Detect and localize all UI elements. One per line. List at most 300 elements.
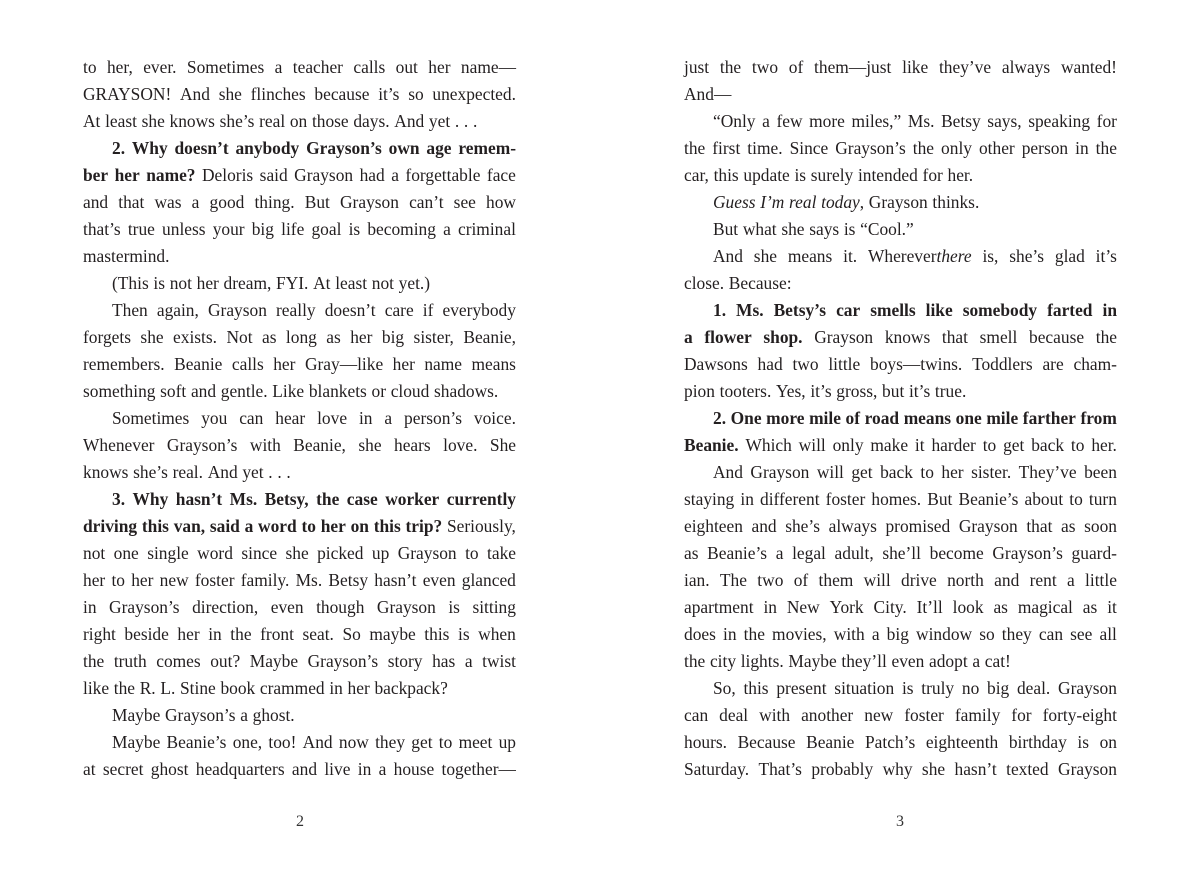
left-page-text (83, 54, 516, 783)
word: means (903, 408, 952, 428)
word: this (713, 165, 739, 185)
word: to (83, 57, 97, 77)
word: picked (317, 543, 364, 563)
word: a (391, 165, 399, 185)
word: because (1029, 327, 1085, 347)
word: in (358, 408, 373, 428)
word: really (276, 300, 316, 320)
text-line (684, 621, 1117, 648)
word: them (818, 570, 854, 590)
word: life (281, 219, 305, 239)
text-line (83, 189, 516, 216)
word: anybody (235, 138, 300, 158)
word: boys—twins. (870, 354, 963, 374)
word: her (177, 624, 200, 644)
word: long (285, 327, 317, 347)
word: another (801, 705, 854, 725)
word: big (886, 624, 909, 644)
text-line (684, 513, 1117, 540)
word: different (760, 489, 820, 509)
word: It’ll (916, 597, 943, 617)
word: shadows. (434, 381, 499, 401)
word: soon (1084, 516, 1117, 536)
word: on (1099, 732, 1117, 752)
word: you (201, 408, 228, 428)
word: But (927, 489, 953, 509)
word: trip? (405, 516, 443, 536)
text-line (83, 567, 516, 594)
text-line (684, 270, 1117, 297)
text-line (83, 675, 516, 702)
word: she (753, 246, 777, 266)
word: time. (747, 138, 783, 158)
word: Grayson (207, 300, 267, 320)
word: family (954, 705, 1001, 725)
text-line (83, 378, 516, 405)
word: only (832, 435, 864, 455)
word: movies, (772, 624, 827, 644)
word: lights. (740, 651, 784, 671)
word: So, (713, 678, 736, 698)
word: word (258, 516, 297, 536)
word: hear (275, 408, 306, 428)
word: a (274, 57, 283, 77)
text-line (684, 297, 1117, 324)
word: two (757, 570, 784, 590)
word: and (291, 759, 318, 779)
word: even (891, 651, 925, 671)
word: two (751, 57, 779, 77)
text-line (684, 432, 1117, 459)
word: tooters. (719, 381, 772, 401)
word: she (921, 759, 946, 779)
word: of (845, 408, 861, 428)
word: knows (83, 462, 129, 482)
word: Grayson (814, 327, 874, 347)
word: Grayson (340, 192, 399, 212)
word: means (787, 246, 833, 266)
word: car (836, 300, 861, 320)
word: about (1024, 489, 1064, 509)
word: has (432, 651, 456, 671)
word: mile (809, 408, 841, 428)
word: there (936, 246, 972, 266)
word: to (465, 543, 479, 563)
word: own (388, 138, 420, 158)
word: is (794, 165, 807, 185)
word: real (259, 111, 286, 131)
word: ian. (684, 570, 710, 590)
word: Seriously, (446, 516, 516, 536)
word: road (864, 408, 900, 428)
word: to (1069, 489, 1083, 509)
word: At (83, 111, 101, 131)
word: one (113, 543, 139, 563)
word: adopt (929, 651, 968, 671)
word: present (776, 678, 827, 698)
word: car, (684, 165, 709, 185)
word: dream, (223, 273, 272, 293)
word: Betsy (328, 570, 369, 590)
word: But (713, 219, 739, 239)
word: So (342, 624, 361, 644)
word: make (870, 435, 909, 455)
word: a (871, 624, 880, 644)
word: is (448, 597, 460, 617)
word: the (912, 138, 935, 158)
word: thing. (254, 192, 295, 212)
word: And (302, 732, 333, 752)
word: Grayson’s (164, 705, 236, 725)
word: this (373, 516, 401, 536)
word: she’s (785, 516, 820, 536)
word: hasn’t (954, 759, 997, 779)
word: Then (112, 300, 148, 320)
word: New (786, 597, 820, 617)
word: see (453, 192, 476, 212)
word: ever. (143, 57, 177, 77)
word: to (301, 516, 316, 536)
word: right (83, 624, 116, 644)
word: big (381, 327, 405, 347)
word: gentle. (220, 381, 268, 401)
text-line (684, 108, 1117, 135)
word: when (478, 624, 516, 644)
word: live (324, 759, 351, 779)
word: more (766, 408, 805, 428)
word: become (929, 543, 984, 563)
word: , (859, 192, 865, 212)
word: wanted! (1060, 57, 1117, 77)
word: she (140, 327, 164, 347)
word: shop. (763, 327, 803, 347)
word: can (1038, 624, 1064, 644)
text-line (684, 162, 1117, 189)
word: Beanie, (463, 327, 516, 347)
word: beside (124, 624, 169, 644)
word: says, (987, 111, 1022, 131)
word: miles,” (851, 111, 902, 131)
word: . (268, 462, 273, 482)
word: hasn’t (175, 489, 223, 509)
word: not (169, 273, 192, 293)
word: little (1085, 570, 1117, 590)
word: Beanie, (293, 435, 346, 455)
word: Grayson (1058, 759, 1117, 779)
word: a (240, 705, 248, 725)
word: age (426, 138, 452, 158)
word: Sometimes (186, 57, 265, 77)
word: her (114, 165, 140, 185)
word: one, (232, 732, 263, 752)
word: can (239, 408, 264, 428)
word: Why (131, 138, 168, 158)
word: like (925, 300, 953, 320)
word: hasn’t (374, 570, 417, 590)
word: out? (210, 651, 241, 671)
word: currently (446, 489, 516, 509)
page-number-right: 3 (896, 813, 905, 830)
word: City. (873, 597, 907, 617)
word: forgets (83, 327, 131, 347)
word: Not (226, 327, 253, 347)
word: intended (857, 165, 918, 185)
word: everybody (442, 300, 516, 320)
word: she (141, 111, 165, 131)
word: they’ll (841, 651, 887, 671)
word: word (197, 543, 233, 563)
text-line (83, 297, 516, 324)
word: L. (160, 678, 176, 698)
word: thinks. (932, 192, 980, 212)
word: Whenever (83, 435, 155, 455)
word: love (317, 408, 348, 428)
word: meet (458, 732, 493, 752)
word: and (83, 192, 109, 212)
word: a (378, 759, 387, 779)
word: to (920, 462, 934, 482)
word: her (273, 354, 296, 374)
word: she (358, 435, 382, 455)
word: house (393, 759, 435, 779)
word: “Cool.” (860, 219, 914, 239)
word: she (781, 219, 805, 239)
text-line (684, 648, 1117, 675)
word (868, 243, 972, 270)
word: knows (884, 327, 931, 347)
word: 1. (713, 300, 727, 320)
word: seat. (302, 624, 334, 644)
word: magical (1017, 597, 1073, 617)
word: Guess (713, 192, 756, 212)
word: worker (385, 489, 440, 509)
word: the (684, 138, 706, 158)
word: She (489, 435, 516, 455)
word: The (719, 570, 747, 590)
word: foster (194, 570, 235, 590)
word: her. (947, 165, 974, 185)
word: Betsy, (264, 489, 309, 509)
word: north (947, 570, 984, 590)
word: I’m (760, 192, 785, 212)
word: more (809, 111, 845, 131)
text-line (83, 54, 516, 81)
text-line (83, 243, 516, 270)
word: true. (934, 381, 967, 401)
text-line (83, 270, 516, 297)
word: in (208, 624, 222, 644)
word: single (147, 543, 189, 563)
word: it’s (908, 381, 931, 401)
word: in (763, 597, 777, 617)
word: flinches (250, 84, 306, 104)
word: cloud (390, 381, 430, 401)
word: And (713, 462, 743, 482)
word: foster (904, 705, 944, 725)
word: unexpected. (432, 84, 516, 104)
word: means (471, 354, 516, 374)
word: name? (146, 165, 196, 185)
word: name (424, 354, 463, 374)
word: your (212, 219, 245, 239)
word: update (743, 165, 790, 185)
word: a (191, 192, 200, 212)
word: sitting (472, 597, 516, 617)
word: as (1082, 597, 1098, 617)
word: yet (242, 462, 264, 482)
text-line (684, 594, 1117, 621)
word: it (914, 435, 925, 455)
word: does (684, 624, 716, 644)
word: together— (441, 759, 516, 779)
word: York (829, 597, 864, 617)
word: with (249, 435, 281, 455)
word: soft (160, 381, 187, 401)
word: the (1095, 138, 1117, 158)
word: it’s (810, 381, 832, 401)
word: Dawsons (684, 354, 748, 374)
word: for (1011, 705, 1032, 725)
word: days. (353, 111, 390, 131)
word: front (260, 624, 294, 644)
word: remem- (458, 138, 516, 158)
text-line (684, 243, 1117, 270)
word: not (83, 543, 106, 563)
word: And (207, 462, 238, 482)
word: big (987, 678, 1010, 698)
text-line (684, 189, 1117, 216)
word: turn (1088, 489, 1117, 509)
word: Maybe (249, 651, 299, 671)
page-number-left: 2 (296, 813, 305, 830)
word: Beanie’s (958, 489, 1019, 509)
word: staying (684, 489, 735, 509)
word: pion (684, 381, 715, 401)
text-line (684, 756, 1117, 783)
word: hears (394, 435, 431, 455)
word: in (357, 759, 372, 779)
word: they’ve (938, 57, 992, 77)
word: on (350, 516, 369, 536)
word: always (828, 516, 877, 536)
word: Saturday. (684, 759, 750, 779)
word: forgettable (405, 165, 481, 185)
text-line (83, 540, 516, 567)
word: gross, (836, 381, 878, 401)
word: Sometimes (112, 408, 190, 428)
word: that (118, 192, 145, 212)
word: the (684, 651, 706, 671)
word: her (941, 462, 964, 482)
word: a (244, 516, 254, 536)
word: the (1095, 327, 1117, 347)
word: family. (240, 570, 290, 590)
word: care (384, 300, 414, 320)
word: back (1031, 435, 1065, 455)
word: smells (870, 300, 916, 320)
text-line (684, 405, 1117, 432)
word: Betsy (941, 111, 981, 131)
word: Wherever (867, 246, 937, 266)
word: apartment (684, 597, 754, 617)
word: other (978, 138, 1015, 158)
word: and (994, 570, 1020, 590)
word: foster (825, 489, 866, 509)
word: will (798, 435, 826, 455)
word: today (821, 192, 860, 212)
word: becoming (367, 219, 436, 239)
word: One (730, 408, 762, 428)
word: will (863, 570, 891, 590)
word: That’s (758, 759, 802, 779)
word: Gray—like (304, 354, 384, 374)
word: in (740, 489, 754, 509)
word: back (880, 462, 913, 482)
word: a (464, 651, 473, 671)
text-line (83, 108, 516, 135)
word: she’s (133, 462, 168, 482)
text-line (684, 351, 1117, 378)
word: truly (921, 678, 955, 698)
word: case (346, 489, 378, 509)
word: as (993, 597, 1008, 617)
word: guard- (1071, 543, 1117, 563)
word: is (1077, 732, 1089, 752)
word: speaking (1028, 111, 1091, 131)
word: only (941, 138, 972, 158)
word: . (472, 111, 478, 131)
word: Patch’s (864, 732, 916, 752)
word: farther (1022, 408, 1076, 428)
word: them—just (814, 57, 892, 77)
word: unless (162, 219, 206, 239)
word: real (789, 192, 817, 212)
word: 3. (112, 489, 126, 509)
word: get (851, 462, 873, 482)
word: her (320, 516, 346, 536)
word: And— (684, 84, 732, 104)
word: her (83, 570, 106, 590)
word: driving (83, 516, 138, 536)
word: it. (843, 246, 858, 266)
word: even (270, 597, 304, 617)
word: a (775, 543, 784, 563)
word: is (348, 219, 361, 239)
word: the (743, 624, 765, 644)
word: why (882, 759, 913, 779)
word: few (776, 111, 803, 131)
text-line (83, 405, 516, 432)
text-line (83, 486, 516, 513)
word: story (387, 651, 423, 671)
word: ber (83, 165, 109, 185)
word: sister, (413, 327, 454, 347)
word: Toddlers (972, 354, 1033, 374)
word: said (209, 516, 240, 536)
text-line (684, 729, 1117, 756)
word: out (395, 57, 418, 77)
word: even (422, 570, 456, 590)
word: the (719, 57, 742, 77)
word: surely (810, 165, 854, 185)
text-line (684, 81, 1117, 108)
word: (This (112, 273, 149, 293)
word: first (712, 138, 741, 158)
word: maybe (369, 624, 416, 644)
word: something (83, 381, 156, 401)
text-line (83, 216, 516, 243)
word: her (392, 354, 415, 374)
